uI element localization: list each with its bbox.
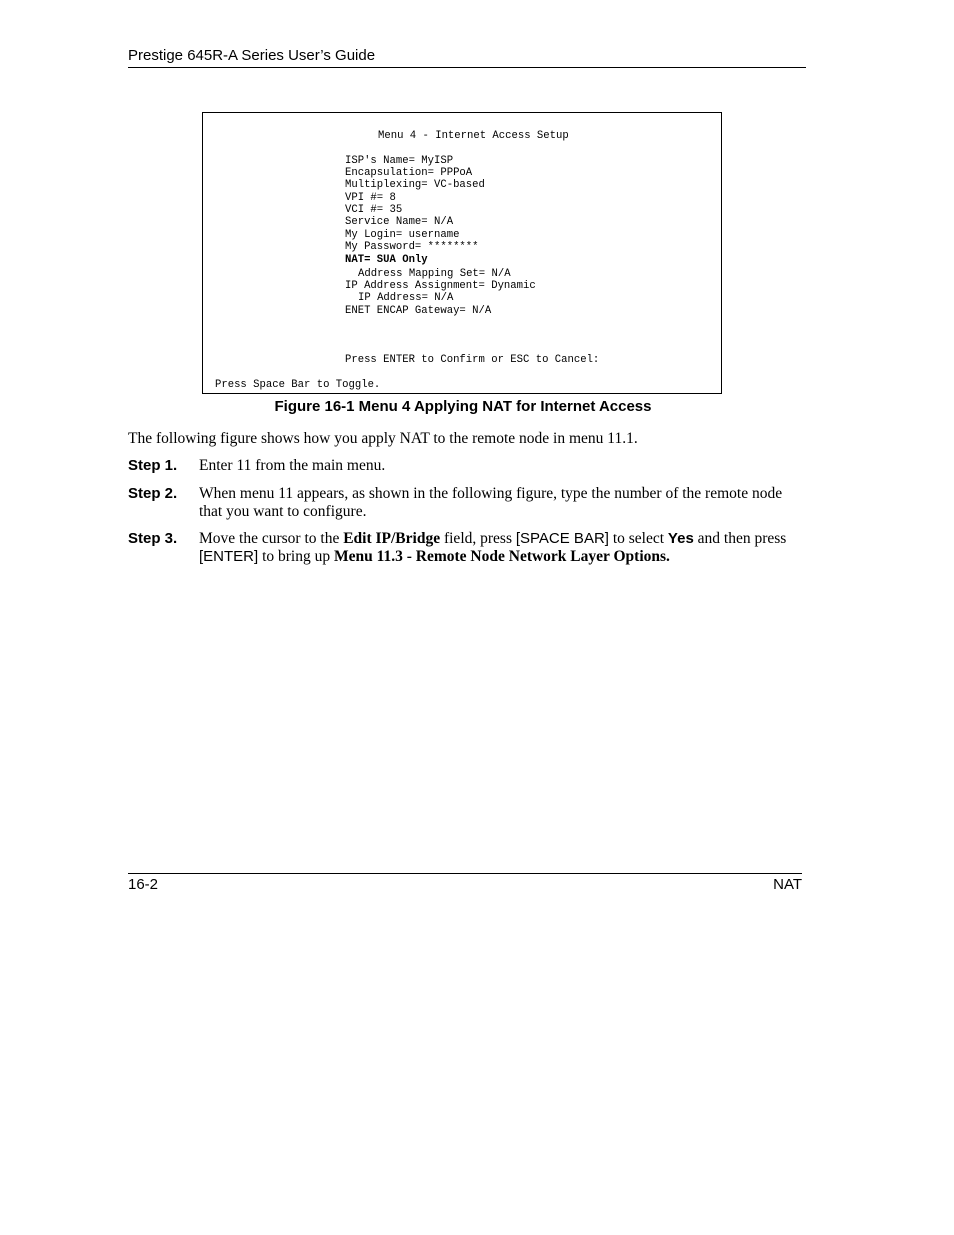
terminal-line: My Login= username xyxy=(345,229,460,241)
terminal-line: Address Mapping Set= N/A xyxy=(358,268,511,280)
step-text: Enter 11 from the main menu. xyxy=(199,457,386,474)
terminal-line: ENET ENCAP Gateway= N/A xyxy=(345,305,492,317)
step-text xyxy=(199,530,804,566)
step-text-part: field, press xyxy=(440,530,516,547)
step-text: When menu 11 appears, as shown in the following figure, type the number of the remote node that you want to configure. xyxy=(199,485,783,520)
terminal-line: IP Address= N/A xyxy=(358,292,454,304)
key-name: [SPACE BAR] xyxy=(515,530,609,547)
terminal-line: VPI #= 8 xyxy=(345,192,396,204)
step-text-part: Move the cursor to the xyxy=(199,530,344,547)
confirm-prompt: Press ENTER to Confirm or ESC to Cancel: xyxy=(345,354,600,366)
terminal-line: Encapsulation= PPPoA xyxy=(345,167,473,179)
step-label: Step 3. xyxy=(128,530,178,547)
step-label: Step 1. xyxy=(128,457,178,474)
menu-title: Menu 4 - Internet Access Setup xyxy=(378,130,569,142)
step-text-part: to bring up xyxy=(258,548,334,565)
step-label: Step 2. xyxy=(128,485,178,502)
chapter-name: NAT xyxy=(773,876,802,893)
terminal-line: My Password= ******** xyxy=(345,241,479,253)
terminal-line: VCI #= 35 xyxy=(345,204,403,216)
terminal-line: Service Name= N/A xyxy=(345,216,454,228)
toggle-hint: Press Space Bar to Toggle. xyxy=(215,379,381,391)
nat-field: NAT= SUA Only xyxy=(345,254,428,266)
option-name: Yes xyxy=(667,530,694,547)
step-text-part: to select xyxy=(608,530,668,547)
page-footer xyxy=(128,873,802,896)
key-name: [ENTER] xyxy=(199,548,259,565)
menu-name: Menu 11.3 - Remote Node Network Layer Options. xyxy=(333,548,670,565)
header-title: Prestige 645R-A Series User’s Guide xyxy=(128,47,376,64)
field-name: Edit IP/Bridge xyxy=(343,530,441,547)
page-number: 16-2 xyxy=(128,876,159,893)
page-header xyxy=(128,47,806,68)
terminal-line: Multiplexing= VC-based xyxy=(345,179,485,191)
terminal-line: IP Address Assignment= Dynamic xyxy=(345,280,536,292)
terminal-line: ISP's Name= MyISP xyxy=(345,155,454,167)
intro-paragraph: The following figure shows how you apply NAT to the remote node in menu 11.1. xyxy=(128,430,638,447)
step-text-part: and then press xyxy=(693,530,787,547)
figure-caption: Figure 16-1 Menu 4 Applying NAT for Internet Access xyxy=(274,398,652,415)
terminal-screen xyxy=(202,112,722,394)
